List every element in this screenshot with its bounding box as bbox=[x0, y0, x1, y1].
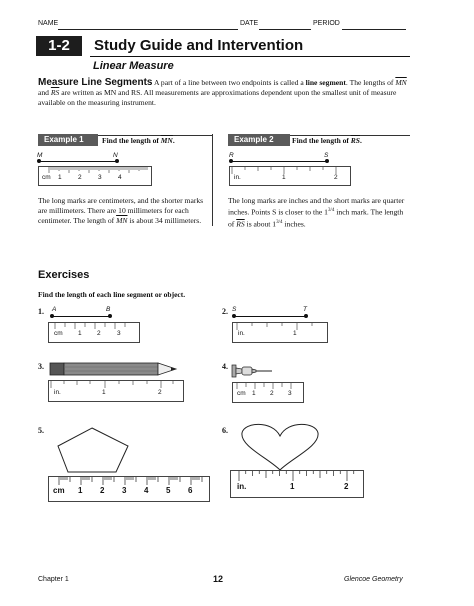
point-s-label: S bbox=[324, 152, 329, 159]
segment-rs bbox=[231, 161, 327, 162]
ruler-exercise-5-tick-2: 2 bbox=[100, 486, 105, 495]
page-title: Study Guide and Intervention bbox=[94, 37, 304, 54]
pentagon-shape bbox=[56, 426, 136, 476]
ruler-exercise-3-ticks bbox=[49, 381, 183, 401]
example2-tab: Example 2 bbox=[228, 134, 290, 146]
intro-heading: Measure Line Segments bbox=[38, 77, 153, 88]
point-s2 bbox=[232, 314, 236, 318]
ruler-example2-ticks bbox=[230, 167, 350, 185]
ruler-exercise-4-tick-3: 3 bbox=[288, 390, 292, 397]
exercise-5-number: 5. bbox=[38, 426, 44, 435]
point-t-label: T bbox=[303, 306, 307, 313]
example2-prompt: Find the length of $\overline{RS}$. bbox=[292, 136, 362, 145]
exercises-heading: Exercises bbox=[38, 269, 90, 281]
example2-explanation: The long marks are inches and the short marks are quarter inches. Points S is closer to the $1^{3/4}$ inch mark. The length of $\overline{RS}$ is about $1^{3/4}$ inches. bbox=[228, 196, 405, 229]
ruler-exercise-3-tick-1: 1 bbox=[102, 389, 106, 396]
intro-term: line segment bbox=[305, 78, 346, 87]
example2-explanation-c: is about 1 bbox=[246, 219, 277, 229]
period-field[interactable] bbox=[342, 21, 406, 30]
period-label: PERIOD bbox=[313, 20, 340, 27]
ruler-exercise-5-unit: cm bbox=[53, 486, 65, 495]
footer-page-number: 12 bbox=[213, 574, 224, 584]
date-label: DATE bbox=[240, 20, 259, 27]
name-label: NAME bbox=[38, 20, 59, 27]
example1-prompt-text: Find the length of bbox=[102, 136, 159, 145]
frac1-num: 3 bbox=[327, 208, 331, 213]
ruler-example2-tick-1: 1 bbox=[282, 174, 286, 181]
lesson-number: 1-2 bbox=[36, 36, 82, 56]
ruler-exercise-3 bbox=[48, 380, 184, 402]
point-a bbox=[50, 314, 54, 318]
intro-paragraph bbox=[38, 78, 410, 108]
ruler-example1-tick-2: 2 bbox=[78, 174, 82, 181]
example2-explanation-seg: $\overline{RS}$ bbox=[236, 219, 245, 229]
example1-explanation-seg: $\overline{MN}$ bbox=[116, 216, 128, 225]
ruler-example2-tick-2: 2 bbox=[334, 174, 338, 181]
ruler-exercise-2 bbox=[232, 322, 328, 343]
point-b bbox=[108, 314, 112, 318]
ruler-example1 bbox=[38, 166, 152, 186]
ruler-exercise-4-tick-1: 1 bbox=[252, 390, 256, 397]
lesson-subtitle: Linear Measure bbox=[93, 60, 174, 72]
example1-prompt: Find the length of $\overline{MN}$. bbox=[102, 136, 175, 145]
point-r-label: R bbox=[229, 152, 234, 159]
point-a-label: A bbox=[52, 306, 57, 313]
ruler-exercise-3-unit: in. bbox=[54, 389, 61, 396]
footer-book: Glencoe Geometry bbox=[344, 576, 403, 583]
ruler-exercise-1-unit: cm bbox=[54, 330, 63, 337]
name-field[interactable] bbox=[58, 21, 238, 30]
point-s2-label: S bbox=[232, 306, 237, 313]
segment-mn bbox=[39, 161, 117, 162]
ruler-exercise-2-tick-1: 1 bbox=[293, 330, 297, 337]
ruler-exercise-5-tick-6: 6 bbox=[188, 486, 193, 495]
exercise-3-number: 3. bbox=[38, 362, 44, 371]
example1-explanation-a: The long marks are centimeters, and the shorter marks are millimeters. There are 10 millimeters for each centimeter. The length of bbox=[38, 196, 204, 225]
ruler-exercise-6-tick-1: 1 bbox=[290, 482, 295, 491]
segment-ab bbox=[52, 316, 110, 317]
date-field[interactable] bbox=[259, 21, 311, 30]
example2-explanation-b: inch mark. The length of bbox=[228, 207, 404, 229]
example1-tab: Example 1 bbox=[38, 134, 98, 146]
title-rule bbox=[90, 56, 410, 57]
point-r bbox=[229, 159, 233, 163]
ruler-exercise-1-tick-1: 1 bbox=[78, 330, 82, 337]
exercise-4-number: 4. bbox=[222, 362, 228, 371]
ruler-example2-unit: in. bbox=[234, 174, 241, 181]
ruler-exercise-1-tick-2: 2 bbox=[97, 330, 101, 337]
ruler-exercise-5 bbox=[48, 476, 210, 502]
ruler-exercise-4-unit: cm bbox=[237, 390, 246, 397]
ruler-example1-tick-3: 3 bbox=[98, 174, 102, 181]
frac2-den: 4 bbox=[280, 219, 283, 225]
point-m-label: M bbox=[37, 152, 43, 159]
example1-explanation-b: is about 34 millimeters. bbox=[129, 216, 202, 225]
ruler-example1-tick-1: 1 bbox=[58, 174, 62, 181]
segment-st bbox=[234, 316, 306, 317]
ruler-exercise-2-ticks bbox=[233, 323, 327, 342]
ruler-exercise-6-tick-2: 2 bbox=[344, 482, 349, 491]
ruler-example1-unit: cm bbox=[42, 174, 51, 181]
intro-text-c: are written as MN and RS. All measurements are approximations dependent upon the smallest unit of measure available on the measuring instrument. bbox=[38, 88, 397, 107]
ruler-exercise-5-tick-3: 3 bbox=[122, 486, 127, 495]
ruler-exercise-5-ticks bbox=[49, 477, 209, 501]
exercise-6-number: 6. bbox=[222, 426, 228, 435]
pushpin-image bbox=[230, 362, 274, 380]
ruler-example2 bbox=[229, 166, 351, 186]
ruler-exercise-1-tick-3: 3 bbox=[117, 330, 121, 337]
ruler-exercise-2-unit: in. bbox=[238, 330, 245, 337]
example2-segment: $\overline{RS}$ bbox=[350, 136, 360, 145]
example1-segment: $\overline{MN}$ bbox=[160, 136, 173, 145]
example2-prompt-text: Find the length of bbox=[292, 136, 349, 145]
point-t bbox=[304, 314, 308, 318]
heart-shape bbox=[238, 422, 322, 472]
ruler-exercise-5-tick-1: 1 bbox=[78, 486, 83, 495]
intro-seg2: $\overline{RS}$ bbox=[50, 88, 60, 97]
intro-text-b: . The lengths of bbox=[345, 78, 394, 87]
ruler-example1-ticks bbox=[39, 167, 151, 185]
point-s bbox=[325, 159, 329, 163]
point-m bbox=[37, 159, 41, 163]
example1-explanation bbox=[38, 196, 208, 226]
example2-explanation-a: The long marks are inches and the short marks are quarter inches. Points S is closer to the 1 bbox=[228, 196, 405, 217]
ruler-exercise-6-unit: in. bbox=[237, 482, 247, 491]
pencil-image bbox=[48, 360, 182, 378]
example-divider bbox=[212, 134, 213, 226]
frac2-num: 3 bbox=[276, 219, 279, 225]
intro-seg1: $\overline{MN}$ bbox=[395, 78, 407, 87]
point-b-label: B bbox=[106, 306, 111, 313]
point-n-label: N bbox=[113, 152, 118, 159]
ruler-exercise-4-tick-2: 2 bbox=[270, 390, 274, 397]
exercise-2-number: 2. bbox=[222, 307, 228, 316]
exercise-1-number: 1. bbox=[38, 307, 44, 316]
point-n bbox=[115, 159, 119, 163]
frac1-den: 4 bbox=[331, 208, 335, 213]
example2-explanation-d: inches. bbox=[284, 219, 306, 229]
ruler-exercise-5-tick-4: 4 bbox=[144, 486, 149, 495]
footer-chapter: Chapter 1 bbox=[38, 576, 69, 583]
ruler-exercise-3-tick-2: 2 bbox=[158, 389, 162, 396]
intro-text-a: A part of a line between two endpoints is called a bbox=[153, 78, 304, 87]
exercises-instruction: Find the length of each line segment or object. bbox=[38, 290, 186, 299]
ruler-example1-tick-4: 4 bbox=[118, 174, 122, 181]
ruler-exercise-5-tick-5: 5 bbox=[166, 486, 171, 495]
intro-and: and bbox=[38, 88, 49, 97]
